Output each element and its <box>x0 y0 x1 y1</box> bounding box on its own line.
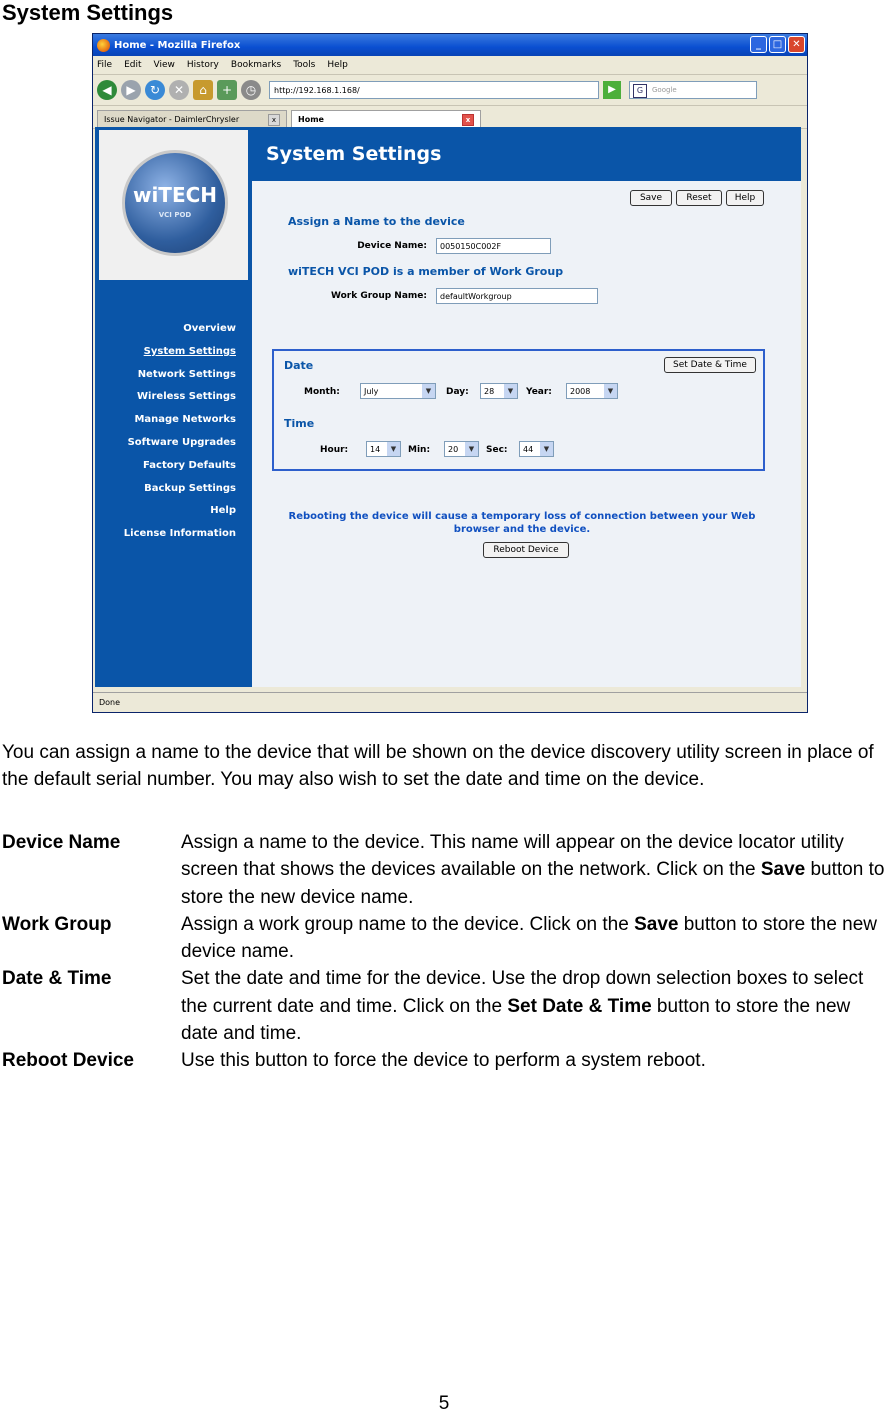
tab-label: Home <box>298 115 324 124</box>
nav-help[interactable]: Help <box>210 505 236 517</box>
navigation-toolbar <box>93 75 807 106</box>
reset-button[interactable]: Reset <box>676 190 722 206</box>
assign-name-heading: Assign a Name to the device <box>288 215 465 228</box>
day-label: Day: <box>446 387 469 397</box>
window-titlebar <box>93 34 807 56</box>
definition-row <box>2 829 888 911</box>
min-label: Min: <box>408 445 431 455</box>
menu-file[interactable]: File <box>97 60 113 70</box>
nav-network-settings[interactable]: Network Settings <box>137 368 236 380</box>
workgroup-heading: wiTECH VCI POD is a member of Work Group <box>288 265 564 278</box>
search-placeholder: Google <box>652 86 677 94</box>
history-icon[interactable]: ◷ <box>241 80 261 100</box>
device-name-input[interactable]: 0050150C002F <box>436 238 551 254</box>
page-content <box>95 127 801 687</box>
firefox-icon <box>97 39 110 52</box>
definition-text: Set the date and time for the device. Use the drop down selection boxes to select the current date and time. Click on the Set Date & Time button to store the new date and time. <box>181 968 864 1045</box>
definition-term: Work Group <box>2 913 112 935</box>
main-panel <box>252 127 801 687</box>
tab-issue-navigator[interactable] <box>97 110 287 128</box>
definition-text: Assign a work group name to the device. Click on the Save button to store the new device name. <box>181 913 878 963</box>
sidebar <box>95 127 252 687</box>
date-time-panel <box>272 349 765 471</box>
bookmark-icon[interactable]: + <box>217 80 237 100</box>
status-bar: Done <box>93 692 807 712</box>
chevron-down-icon: ▼ <box>504 384 517 398</box>
nav-license-information[interactable]: License Information <box>123 528 236 540</box>
tab-bar <box>93 106 807 129</box>
minimize-button[interactable]: _ <box>750 36 767 53</box>
chevron-down-icon: ▼ <box>604 384 617 398</box>
month-label: Month: <box>304 387 340 397</box>
forward-icon[interactable]: ▶ <box>121 80 141 100</box>
logo-panel <box>99 130 248 280</box>
close-window-button[interactable]: ✕ <box>788 36 805 53</box>
definition-text: Assign a name to the device. This name will appear on the device locator utility screen that shows the devices available on the network. Click on the Save button to store the new device name. <box>181 832 885 908</box>
url-bar[interactable] <box>269 81 599 99</box>
close-tab-icon[interactable]: x <box>462 114 474 126</box>
date-heading: Date <box>284 359 314 372</box>
stop-icon[interactable]: ✕ <box>169 80 189 100</box>
set-date-time-button[interactable]: Set Date & Time <box>664 357 756 373</box>
search-input[interactable] <box>629 81 757 99</box>
menu-edit[interactable]: Edit <box>124 60 142 70</box>
google-search-icon: G <box>633 84 647 98</box>
definition-row <box>2 911 888 966</box>
definition-term: Reboot Device <box>2 1050 134 1072</box>
day-select[interactable]: 28 ▼ <box>480 383 518 399</box>
year-label: Year: <box>526 387 552 397</box>
close-tab-icon[interactable]: x <box>268 114 280 126</box>
nav-wireless-settings[interactable]: Wireless Settings <box>137 391 236 403</box>
maximize-button[interactable]: □ <box>769 36 786 53</box>
menu-tools[interactable]: Tools <box>293 60 316 70</box>
nav-software-upgrades[interactable]: Software Upgrades <box>127 436 236 448</box>
workgroup-name-label: Work Group Name: <box>330 291 427 301</box>
browser-window <box>92 33 808 713</box>
tab-label: Issue Navigator - DaimlerChrysler <box>104 115 240 124</box>
reload-icon[interactable]: ↻ <box>145 80 165 100</box>
nav-manage-networks[interactable]: Manage Networks <box>134 414 236 426</box>
page-number: 5 <box>438 1393 450 1414</box>
sec-select[interactable]: 44 ▼ <box>519 441 554 457</box>
chevron-down-icon: ▼ <box>465 442 478 456</box>
reboot-device-button[interactable]: Reboot Device <box>483 542 569 558</box>
menu-bookmarks[interactable]: Bookmarks <box>230 60 282 70</box>
sidebar-nav <box>124 322 236 550</box>
back-icon[interactable]: ◀ <box>97 80 117 100</box>
hour-select[interactable]: 14 ▼ <box>366 441 401 457</box>
sec-label: Sec: <box>486 445 508 455</box>
time-heading: Time <box>284 417 315 430</box>
month-select[interactable]: July ▼ <box>360 383 436 399</box>
page-heading: System Settings <box>252 127 801 181</box>
reboot-warning: Rebooting the device will cause a temporary loss of connection between your Web browser and the device. <box>288 511 756 535</box>
chevron-down-icon: ▼ <box>540 442 553 456</box>
home-icon[interactable]: ⌂ <box>193 80 213 100</box>
definition-term: Device Name <box>2 832 121 853</box>
go-icon[interactable]: ▶ <box>603 81 621 99</box>
year-select[interactable]: 2008 ▼ <box>566 383 618 399</box>
menu-bar <box>93 56 807 75</box>
chevron-down-icon: ▼ <box>422 384 435 398</box>
definition-text: Use this button to force the device to perform a system reboot. <box>181 1050 706 1072</box>
workgroup-name-input[interactable]: defaultWorkgroup <box>436 288 598 304</box>
definition-row <box>2 1047 888 1074</box>
url-text: http://192.168.1.168/ <box>274 85 360 95</box>
document-title: System Settings <box>2 0 174 25</box>
menu-help[interactable]: Help <box>327 60 348 70</box>
min-select[interactable]: 20 ▼ <box>444 441 479 457</box>
nav-backup-settings[interactable]: Backup Settings <box>144 482 236 494</box>
device-name-label: Device Name: <box>357 241 427 251</box>
chevron-down-icon: ▼ <box>387 442 400 456</box>
window-title: Home - Mozilla Firefox <box>114 39 241 51</box>
menu-view[interactable]: View <box>153 60 175 70</box>
help-button[interactable]: Help <box>726 190 764 206</box>
menu-history[interactable]: History <box>186 60 219 70</box>
tab-home[interactable] <box>291 110 481 128</box>
hour-label: Hour: <box>320 445 349 455</box>
nav-overview[interactable]: Overview <box>183 323 236 334</box>
definition-row <box>2 965 888 1047</box>
definition-term: Date & Time <box>2 968 112 990</box>
intro-paragraph: You can assign a name to the device that will be shown on the device discovery utility screen in place of the default serial number. You may also wish to set the date and time on the device. <box>2 742 874 790</box>
nav-factory-defaults[interactable]: Factory Defaults <box>143 459 236 471</box>
nav-system-settings[interactable]: System Settings <box>143 345 236 357</box>
witech-logo: wiTECH VCI POD <box>122 150 228 256</box>
save-button[interactable]: Save <box>630 190 672 206</box>
definitions-list <box>2 829 888 1075</box>
